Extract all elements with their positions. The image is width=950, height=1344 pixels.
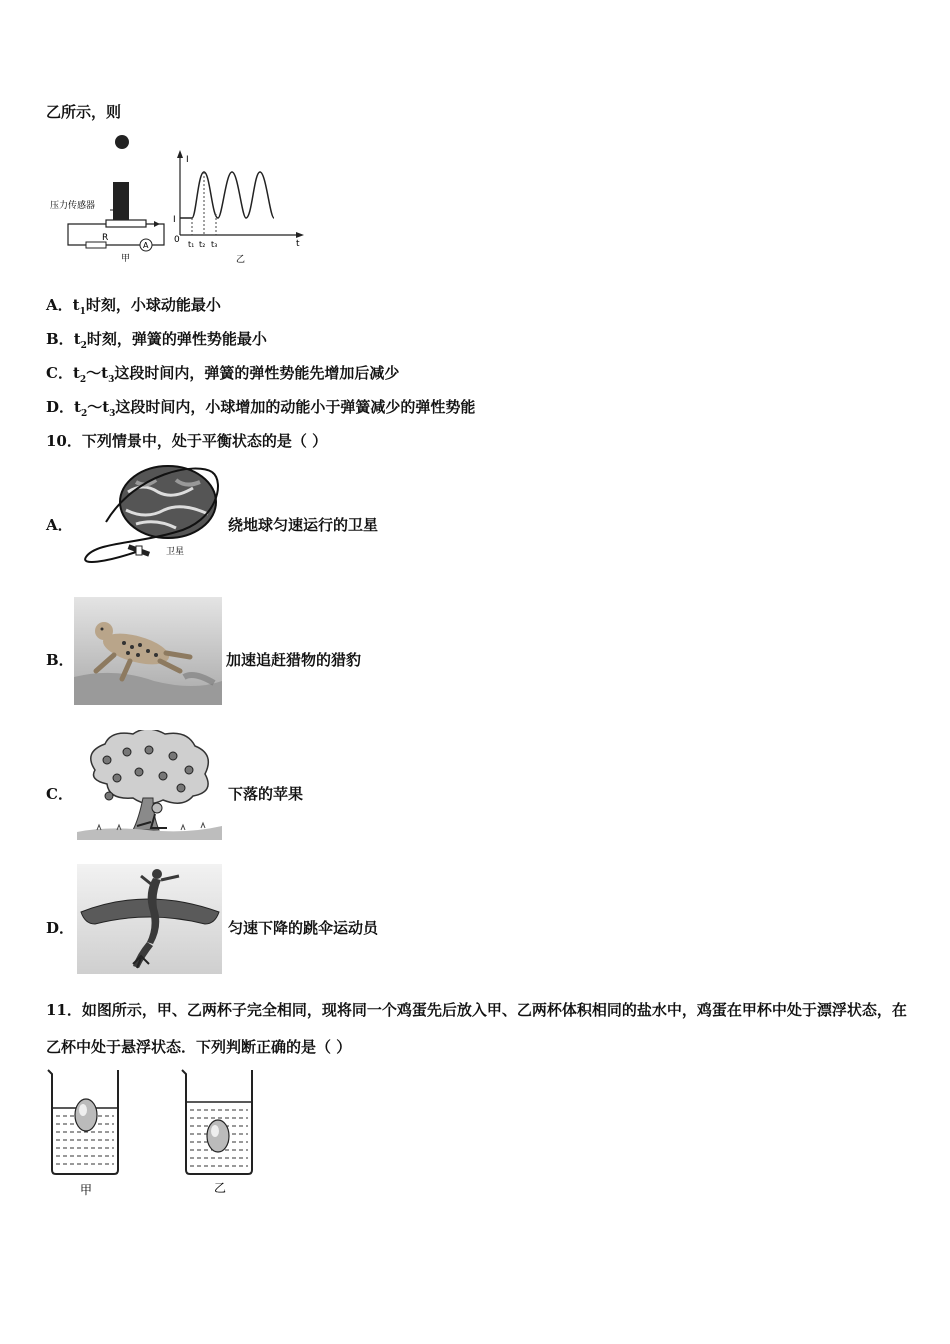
- resistor-label: R: [102, 233, 109, 243]
- parachutist-image: [77, 864, 222, 974]
- q9-option-d: D．$t_2\sim t_3$这段时间内，小球增加的动能小于弹簧减少的弹性势能: [46, 398, 476, 419]
- q9-option-a: A．$t_1$时刻，小球动能最小: [46, 296, 221, 317]
- q10-option-b-text: 加速追赶猎物的猎豹: [226, 651, 362, 669]
- beakers-figure: [44, 1066, 264, 1200]
- caption-right: 乙: [236, 255, 246, 265]
- q9-intro: 乙所示，则: [46, 103, 122, 121]
- q10-option-b-letter: B．: [46, 651, 74, 669]
- q10-option-c-letter: C．: [46, 785, 73, 803]
- q10-option-a-letter: A．: [46, 516, 73, 534]
- beaker-left-label: 甲: [80, 1183, 93, 1197]
- beaker-right-label: 乙: [214, 1181, 227, 1195]
- satellite-label: 卫星: [166, 547, 185, 557]
- falling-apple: [105, 792, 113, 800]
- q9-circuit-figure: [46, 130, 316, 265]
- t3-tick: t₃: [211, 240, 218, 249]
- ball-icon: [115, 135, 129, 149]
- beaker-left: [48, 1070, 118, 1197]
- q10-option-d-text: 匀速下降的跳伞运动员: [228, 919, 379, 937]
- i0-label: I: [173, 215, 176, 225]
- pressure-sensor: [106, 220, 146, 227]
- caption-left: 甲: [121, 254, 131, 264]
- q11-question: 11．如图所示，甲、乙两杯子完全相同，现将同一个鸡蛋先后放入甲、乙两杯体积相同的盐水中，鸡蛋在甲杯中处于漂浮状态，在乙杯中处于悬浮状态．下列判断正确的是（ ）: [46, 1001, 907, 1056]
- origin-label: 0: [174, 235, 180, 245]
- apple-tree-image: [77, 730, 222, 840]
- t1-tick: t₁: [188, 240, 195, 249]
- q10-question: 10．下列情景中，处于平衡状态的是（ ）: [46, 432, 328, 450]
- q9-option-b: B．$t_2$时刻，弹簧的弹性势能最小: [46, 330, 267, 351]
- satellite-earth-image: [76, 462, 228, 570]
- current-curve: [180, 172, 274, 218]
- q10-option-a-text: 绕地球匀速运行的卫星: [228, 516, 379, 534]
- satellite-icon: [128, 544, 150, 556]
- axis-y-label: I: [186, 155, 189, 165]
- sensor-label: 压力传感器: [50, 201, 96, 211]
- q10-option-d-letter: D．: [46, 919, 75, 937]
- egg-floating: [75, 1099, 97, 1131]
- cheetah-image: [74, 597, 222, 705]
- axis-x-label: t: [296, 239, 300, 249]
- egg-suspended: [207, 1120, 229, 1152]
- ammeter-label: A: [143, 241, 149, 250]
- q9-option-c: C．$t_2\sim t_3$这段时间内，弹簧的弹性势能先增加后减少: [46, 364, 400, 385]
- q10-option-c-text: 下落的苹果: [228, 785, 304, 803]
- spring-column: [113, 182, 129, 220]
- beaker-right: [182, 1070, 252, 1195]
- t2-tick: t₂: [199, 240, 206, 249]
